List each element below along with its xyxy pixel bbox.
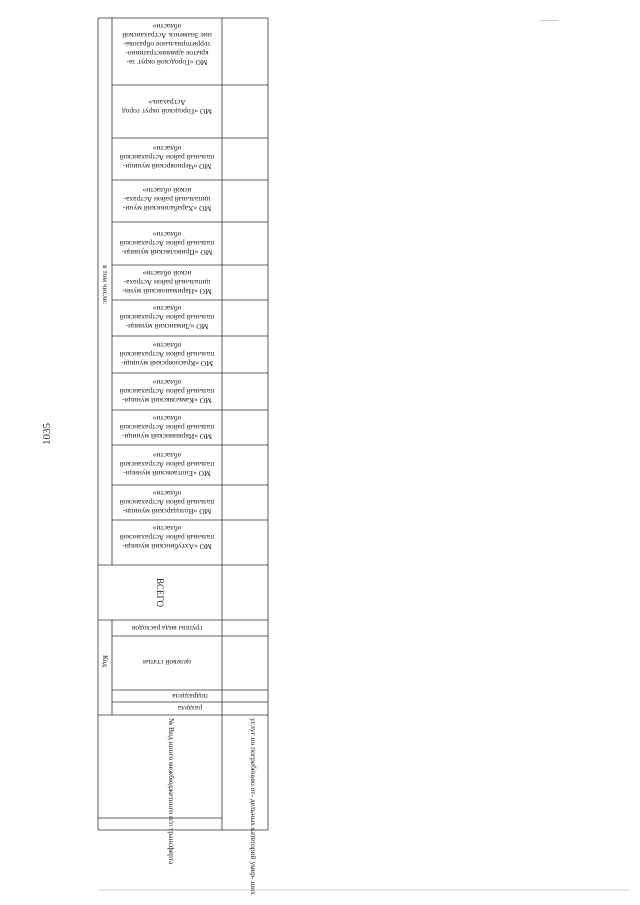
scan-mark [540,20,558,21]
municipality-9: МО «Приволжский муници- пальный район Астраханской области» [119,230,215,257]
code-target-item: целевой статьи [142,658,192,667]
number-header: № Вид иного межбюджетного п/п трансферта [167,718,176,865]
row-description: услуг по погребению от- дельных категорий умер- ших [249,718,258,895]
municipality-10: МО «Харабалинский муни- ципальный район Астраха- нской области» [122,186,212,213]
municipality-7: МО «Лиманский муници- пальный район Астраханской области» [119,304,215,331]
code-expense-group: группы вида расходов [131,624,203,633]
code-label: Код [101,655,110,667]
municipality-8: МО «Наримановский муни- ципальный район Астраха- нской области» [122,269,212,296]
code-subsection: подраздела [172,692,208,701]
page-number: 1035 [41,423,53,445]
code-section: раздела [177,704,203,713]
municipality-12: МО «Городской округ город Астрахань» [122,98,212,116]
municipality-5: МО «Камызякский муници- пальный район Астраханской области» [119,378,215,405]
municipality-1: МО «Ахтубинский муници- пальный район Астраханской области» [119,524,215,551]
municipality-6: МО «Красноярский муници- пальный район Астраханской области» [119,341,215,368]
municipality-11: МО «Черноярский муници- пальный район Астраханской области» [119,144,215,171]
municipality-2: МО «Володарский муници- пальный район Астраханской области» [119,489,215,516]
total-label: ВСЕГО [155,578,165,607]
municipality-3: МО «Енотаевский муници- пальный район Астраханской области» [119,451,215,478]
municipality-4: МО «Икрянинский муници- пальный район Астраханской области» [119,414,215,441]
municipality-13: МО «Городской округ за- крытое административно- территориальное образова- ние Знаменск Астраханской области» [122,22,212,67]
in-that-number-label: в том числе: [101,265,110,305]
